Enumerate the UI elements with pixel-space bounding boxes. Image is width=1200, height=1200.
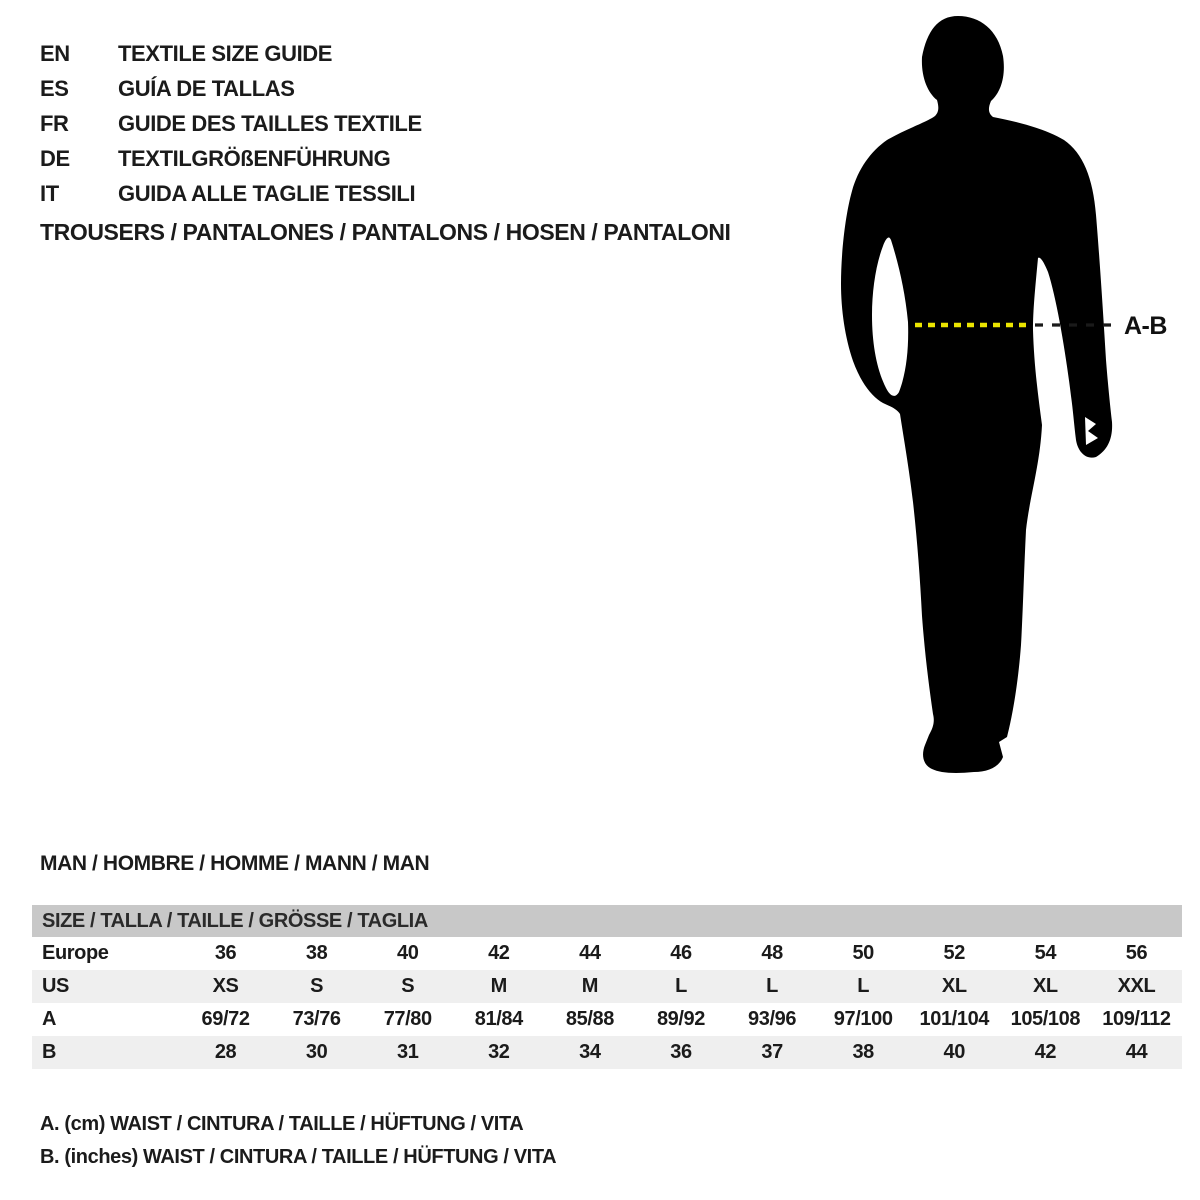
size-cell: 34	[579, 1041, 601, 1063]
size-cell: 48	[761, 942, 783, 964]
language-code: IT	[40, 181, 59, 206]
size-cell: 73/76	[292, 1008, 341, 1030]
size-cell: 44	[579, 942, 601, 964]
size-cell: 42	[488, 942, 510, 964]
language-code: EN	[40, 41, 70, 66]
legend-note-a: A. (cm) WAIST / CINTURA / TAILLE / HÜFTUNG / VITA	[40, 1113, 524, 1135]
size-cell: L	[766, 975, 778, 997]
size-cell: 69/72	[201, 1008, 250, 1030]
size-cell: 46	[670, 942, 692, 964]
measure-legend	[40, 1108, 556, 1174]
product-heading: TROUSERS / PANTALONES / PANTALONS / HOSEN / PANTALONI	[40, 219, 731, 245]
measure-label: A-B	[1124, 312, 1167, 340]
size-cell: 93/96	[748, 1008, 797, 1030]
size-cell: 105/108	[1010, 1008, 1081, 1030]
size-cell: 44	[1125, 1041, 1148, 1063]
size-row	[32, 1036, 1182, 1069]
gender-heading: MAN / HOMBRE / HOMME / MANN / MAN	[40, 852, 430, 875]
size-cell: 81/84	[474, 1008, 523, 1030]
size-cell: 42	[1034, 1041, 1057, 1063]
size-cell: M	[581, 975, 599, 997]
size-row-label: US	[42, 975, 69, 997]
size-row-label: A	[42, 1008, 57, 1030]
size-cell: M	[490, 975, 507, 997]
size-row	[32, 970, 1182, 1003]
size-table-body	[32, 937, 1182, 1069]
size-cell: 101/104	[919, 1008, 990, 1030]
size-cell: 30	[305, 1041, 328, 1063]
size-table	[32, 905, 1182, 1069]
language-label: TEXTILGRÖßENFÜHRUNG	[118, 146, 391, 171]
size-cell: XL	[941, 975, 967, 997]
size-cell: 89/92	[656, 1008, 706, 1030]
language-code: DE	[40, 146, 70, 171]
language-label: GUIDA ALLE TAGLIE TESSILI	[118, 181, 416, 206]
language-code: ES	[40, 76, 69, 101]
language-label: GUIDE DES TAILLES TEXTILE	[118, 111, 422, 136]
language-code: FR	[40, 111, 69, 136]
size-row	[32, 937, 1182, 970]
language-label: TEXTILE SIZE GUIDE	[118, 41, 333, 66]
size-table-header: SIZE / TALLA / TAILLE / GRÖSSE / TAGLIA	[32, 905, 1182, 937]
size-cell: S	[401, 975, 415, 997]
size-cell: 36	[214, 942, 237, 964]
size-cell: 31	[396, 1041, 419, 1063]
size-cell: 28	[214, 1041, 237, 1063]
size-cell: 36	[670, 1041, 692, 1063]
size-cell: 40	[396, 942, 419, 964]
size-cell: 54	[1034, 942, 1057, 964]
size-cell: 38	[305, 942, 328, 964]
size-cell: XL	[1032, 975, 1058, 997]
language-label: GUÍA DE TALLAS	[118, 76, 295, 101]
size-cell: 38	[852, 1041, 874, 1063]
man-silhouette-path	[841, 16, 1112, 773]
size-cell: 52	[943, 942, 965, 964]
size-cell: L	[675, 975, 687, 997]
size-cell: XS	[212, 975, 239, 997]
size-cell: S	[310, 975, 324, 997]
size-cell: 40	[943, 1041, 965, 1063]
size-cell: 77/80	[383, 1008, 432, 1030]
size-cell: 85/88	[565, 1008, 614, 1030]
size-cell: L	[857, 975, 870, 997]
size-cell: XXL	[1117, 975, 1156, 997]
size-row-label: Europe	[42, 942, 109, 964]
legend-note-b: B. (inches) WAIST / CINTURA / TAILLE / HÜFTUNG / VITA	[40, 1146, 557, 1168]
size-cell: 97/100	[833, 1008, 893, 1030]
size-row-label: B	[42, 1041, 57, 1063]
size-row	[32, 1003, 1182, 1036]
size-cell: 109/112	[1102, 1008, 1171, 1030]
size-cell: 56	[1125, 942, 1148, 964]
size-cell: 37	[761, 1041, 783, 1063]
size-cell: 32	[488, 1041, 510, 1063]
size-cell: 50	[852, 942, 874, 964]
